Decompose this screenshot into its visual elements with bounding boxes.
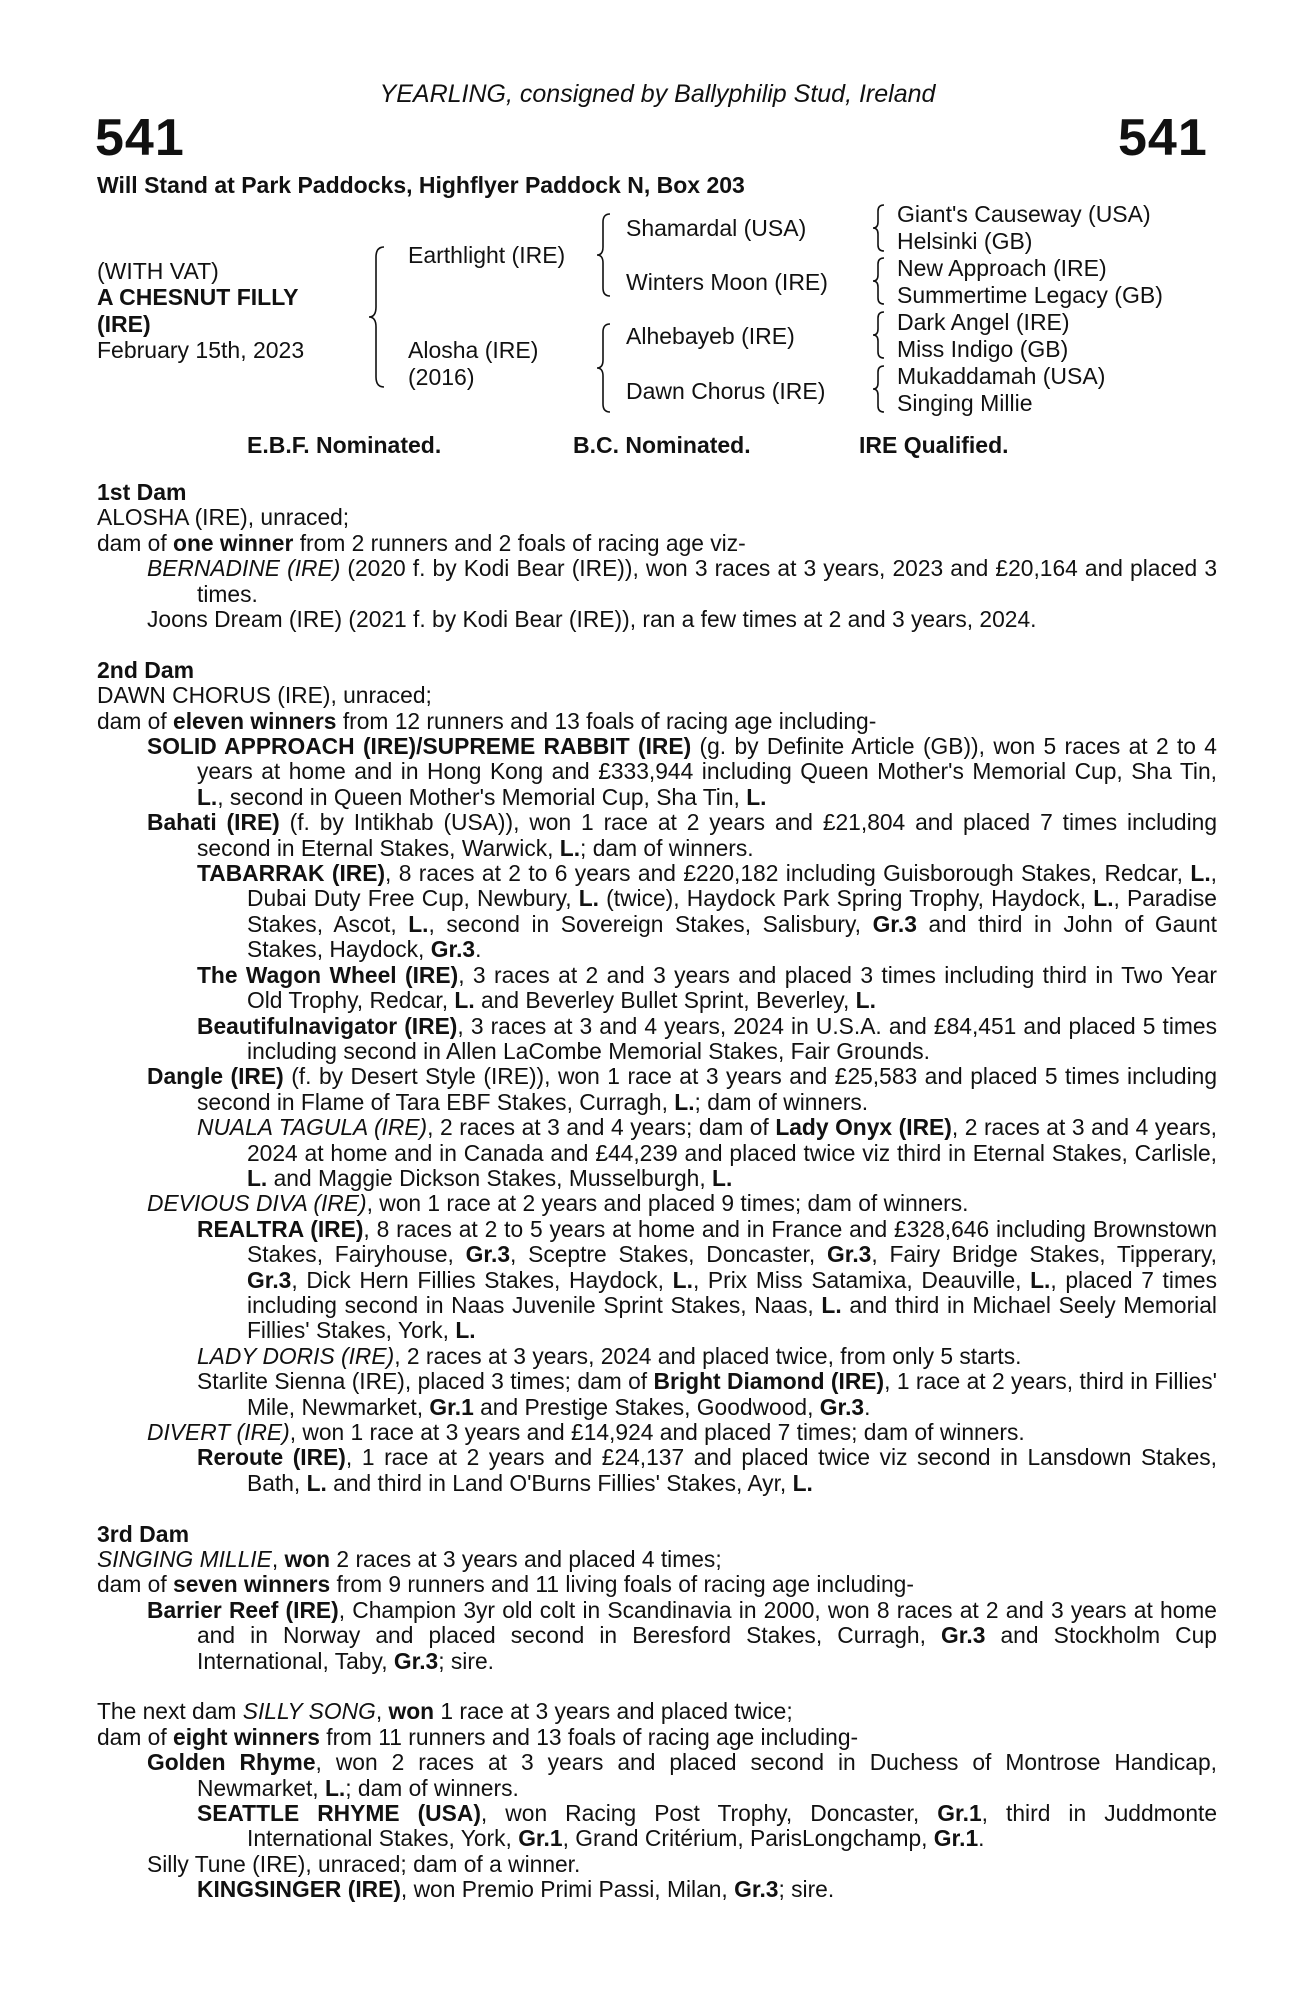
produce-entry: Golden Rhyme, won 2 races at 3 years and placed second in Duchess of Montrose Handicap, Newmarket, L.; dam of winners. [147, 1749, 1217, 1801]
dam-dam: Dawn Chorus (IRE) [626, 378, 826, 404]
sire-dam: Winters Moon (IRE) [626, 269, 828, 295]
produce-entry: SOLID APPROACH (IRE)/SUPREME RABBIT (IRE) (g. by Definite Article (GB)), won 5 races at 2 to 4 years at home and in Hong Kong and £333,944 including Queen Mother's Memorial Cup, Sha Tin, L., second in Queen Mother's Memorial Cup, Sha Tin, L. [147, 733, 1217, 810]
horse-name-line1: A CHESNUT FILLY [97, 284, 299, 310]
produce-entry: DEVIOUS DIVA (IRE), won 1 race at 2 years and placed 9 times; dam of winners. [147, 1190, 969, 1217]
produce-entry: Bahati (IRE) (f. by Intikhab (USA)), won 1 race at 2 years and £21,804 and placed 7 times including second in Eternal Stakes, Warwick, L.; dam of winners. [147, 809, 1217, 861]
ped-dds: Mukaddamah (USA) [897, 363, 1106, 389]
bc-nominated: B.C. Nominated. [573, 432, 751, 458]
pedigree-brace-sd [870, 256, 888, 306]
sire-name: Earthlight (IRE) [408, 242, 566, 268]
consignor-subtitle: YEARLING, consigned by Ballyphilip Stud, Ireland [379, 80, 936, 108]
produce-entry: BERNADINE (IRE) (2020 f. by Kodi Bear (IRE)), won 3 races at 3 years, 2023 and £20,164 and placed 3 times. [147, 555, 1217, 607]
produce-entry: SEATTLE RHYME (USA), won Racing Post Trophy, Doncaster, Gr.1, third in Juddmonte International Stakes, York, Gr.1, Grand Critérium, ParisLongchamp, Gr.1. [197, 1800, 1218, 1852]
second-dam-heading: 2nd Dam [97, 656, 195, 683]
third-dam-line: SINGING MILLIE, won 2 races at 3 years and placed 4 times; [97, 1546, 722, 1573]
pedigree-brace-sire [594, 212, 614, 298]
produce-entry: REALTRA (IRE), 8 races at 2 to 5 years at home and in France and £328,646 including Brownstown Stakes, Fairyhouse, Gr.3, Sceptre Stakes, Doncaster, Gr.3, Fairy Bridge Stakes, Tipperary, Gr.3, Dick Hern Fillies Stakes, Haydock, L., Prix Miss Satamixa, Deauville, L., placed 7 times including second in Naas Juvenile Sprint Stakes, Naas, L. and third in Michael Seely Memorial Fillies' Stakes, York, L. [197, 1215, 1218, 1344]
ire-qualified: IRE Qualified. [859, 432, 1009, 458]
ped-dsd: Miss Indigo (GB) [897, 336, 1069, 362]
produce-entry: Dangle (IRE) (f. by Desert Style (IRE)), won 1 race at 3 years and £25,583 and placed 5 times including second in Flame of Tara EBF Stakes, Curragh, L.; dam of winners. [147, 1063, 1218, 1115]
ped-sss: Giant's Causeway (USA) [897, 201, 1151, 227]
produce-entry: TABARRAK (IRE), 8 races at 2 to 6 years and £220,182 including Guisborough Stakes, Redcar, L., Dubai Duty Free Cup, Newbury, L. (twice), Haydock Park Spring Trophy, Haydock, L., Paradise Stakes, Ascot, L., second in Sovereign Stakes, Salisbury, Gr.3 and third in John of Gaunt Stakes, Haydock, Gr.3. [197, 860, 1217, 963]
lot-number-left: 541 [95, 109, 185, 167]
produce-entry: LADY DORIS (IRE), 2 races at 3 years, 2024 and placed twice, from only 5 starts. [197, 1342, 1022, 1369]
first-dam-heading: 1st Dam [97, 479, 187, 505]
next-dam-summary: dam of eight winners from 11 runners and 13 foals of racing age including- [97, 1723, 859, 1750]
produce-entry: Reroute (IRE), 1 race at 2 years and £24,137 and placed twice viz second in Lansdown Stakes, Bath, L. and third in Land O'Burns Fillies' Stakes, Ayr, L. [197, 1444, 1217, 1496]
pedigree-brace-main [366, 245, 388, 390]
pedigree-brace-dam [594, 322, 614, 414]
produce-entry: Barrier Reef (IRE), Champion 3yr old colt in Scandinavia in 2000, won 8 races at 2 and 3 years at home and in Norway and placed second in Beresford Stakes, Curragh, Gr.3 and Stockholm Cup International, Taby, Gr.3; sire. [147, 1596, 1217, 1674]
produce-entry: The Wagon Wheel (IRE), 3 races at 2 and 3 years and placed 3 times including third in Two Year Old Trophy, Redcar, L. and Beverley Bullet Sprint, Beverley, L. [197, 961, 1217, 1014]
produce-entry: DIVERT (IRE), won 1 race at 3 years and £14,924 and placed 7 times; dam of winners. [147, 1419, 1025, 1446]
produce-record [97, 480, 1217, 1903]
second-dam-line: DAWN CHORUS (IRE), unraced; [97, 682, 432, 709]
vat-label: (WITH VAT) [97, 258, 219, 284]
produce-entry: Joons Dream (IRE) (2021 f. by Kodi Bear (IRE)), ran a few times at 2 and 3 years, 2024. [147, 606, 1037, 633]
ped-sdd: Summertime Legacy (GB) [897, 282, 1163, 308]
lot-number-right: 541 [1118, 109, 1208, 167]
first-dam-summary: dam of one winner from 2 runners and 2 foals of racing age viz- [97, 529, 746, 556]
horse-name [97, 283, 298, 311]
horse-name-suffix: (IRE) [97, 311, 151, 337]
third-dam-summary: dam of seven winners from 9 runners and 11 living foals of racing age including- [97, 1571, 914, 1598]
next-dam-line: The next dam SILLY SONG, won 1 race at 3 years and placed twice; [97, 1698, 793, 1725]
third-dam-heading: 3rd Dam [97, 1520, 190, 1547]
ped-sds: New Approach (IRE) [897, 255, 1107, 281]
ped-ssd: Helsinki (GB) [897, 228, 1033, 254]
second-dam-summary: dam of eleven winners from 12 runners and 13 foals of racing age including- [97, 707, 877, 734]
dam-name: Alosha (IRE) [408, 337, 539, 363]
dam-sire: Alhebayeb (IRE) [626, 323, 795, 349]
dam-year: (2016) [408, 364, 475, 390]
foaling-date: February 15th, 2023 [97, 337, 305, 363]
produce-entry: Silly Tune (IRE), unraced; dam of a winner. [147, 1850, 581, 1877]
produce-entry: Beautifulnavigator (IRE), 3 races at 3 and 4 years, 2024 in U.S.A. and £84,451 and placed 5 times including second in Allen LaCombe Memorial Stakes, Fair Grounds. [197, 1012, 1217, 1064]
stand-location: Will Stand at Park Paddocks, Highflyer Paddock N, Box 203 [97, 172, 745, 198]
produce-entry: NUALA TAGULA (IRE), 2 races at 3 and 4 years; dam of Lady Onyx (IRE), 2 races at 3 and 4 years, 2024 at home and in Canada and £44,239 and placed twice viz third in Eternal Stakes, Carlisle, L. and Maggie Dickson Stakes, Musselburgh, L. [197, 1114, 1217, 1191]
ped-dss: Dark Angel (IRE) [897, 309, 1070, 335]
sire-sire: Shamardal (USA) [626, 215, 807, 241]
pedigree-brace-ds [870, 310, 888, 360]
produce-entry: KINGSINGER (IRE), won Premio Primi Passi, Milan, Gr.3; sire. [197, 1876, 835, 1903]
produce-entry: Starlite Sienna (IRE), placed 3 times; dam of Bright Diamond (IRE), 1 race at 2 years, third in Fillies' Mile, Newmarket, Gr.1 and Prestige Stakes, Goodwood, Gr.3. [197, 1368, 1217, 1420]
pedigree-brace-dd [870, 364, 888, 414]
ebf-nominated: E.B.F. Nominated. [247, 432, 442, 458]
ped-ddd: Singing Millie [897, 390, 1033, 416]
pedigree-brace-ss [870, 203, 888, 253]
first-dam-line: ALOSHA (IRE), unraced; [97, 504, 350, 531]
